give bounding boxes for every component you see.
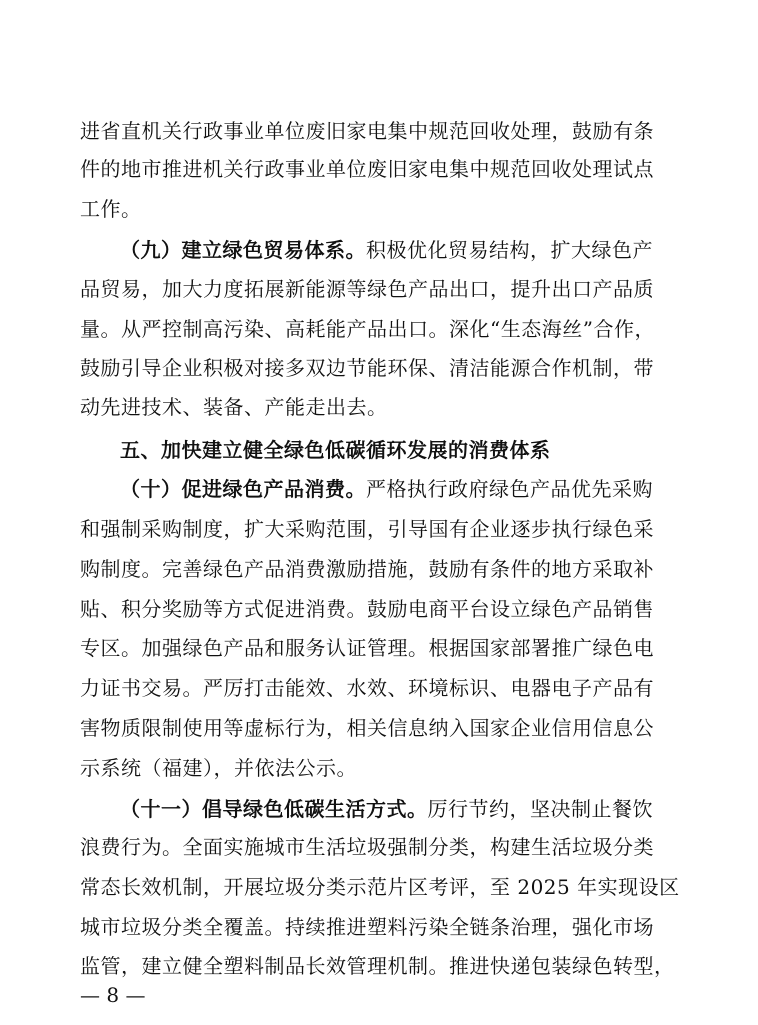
- paragraph-line: 害物质限制使用等虚标行为，相关信息纳入国家企业信用信息公: [80, 716, 654, 740]
- paragraph-line: 购制度。完善绿色产品消费激励措施，鼓励有条件的地方采取补: [80, 557, 654, 581]
- paragraph-line: 浪费行为。全面实施城市生活垃圾强制分类，构建生活垃圾分类: [80, 835, 654, 859]
- paragraph-line: 专区。加强绿色产品和服务认证管理。根据国家部署推广绿色电: [80, 636, 654, 660]
- section-eleven-heading: （十一）倡导绿色低碳生活方式。: [120, 797, 428, 821]
- section-ten-heading: （十）促进绿色产品消费。: [120, 477, 366, 501]
- paragraph-line: 鼓励引导企业积极对接多双边节能环保、清洁能源合作机制，带: [80, 356, 654, 380]
- paragraph-line: 工作。: [80, 197, 142, 221]
- section-ten-line: [120, 476, 680, 502]
- paragraph-line: 进省直机关行政事业单位废旧家电集中规范回收处理，鼓励有条: [80, 119, 654, 143]
- section-eleven-text: 厉行节约，坚决制止餐饮: [427, 797, 653, 821]
- paragraph-line: 品贸易，加大力度拓展新能源等绿色产品出口，提升出口产品质: [80, 277, 654, 301]
- paragraph-line: 量。从严控制高污染、高耗能产品出口。深化“生态海丝”合作，: [80, 317, 655, 341]
- paragraph-line: 力证书交易。严厉打击能效、水效、环境标识、电器电子产品有: [80, 676, 654, 700]
- section-nine-text: 积极优化贸易结构，扩大绿色产: [366, 238, 653, 262]
- paragraph-line: 和强制采购制度，扩大采购范围，引导国有企业逐步执行绿色采: [80, 517, 654, 541]
- section-ten-text: 严格执行政府绿色产品优先采购: [366, 477, 653, 501]
- paragraph-line: 示系统（福建），并依法公示。: [80, 756, 357, 780]
- paragraph-line: 城市垃圾分类全覆盖。持续推进塑料污染全链条治理，强化市场: [80, 915, 654, 939]
- paragraph-line: 动先进技术、装备、产能走出去。: [80, 395, 388, 419]
- paragraph-line: 监管，建立健全塑料制品长效管理机制。推进快递包装绿色转型，: [80, 954, 675, 978]
- section-nine-heading: （九）建立绿色贸易体系。: [120, 238, 366, 262]
- chapter-five-heading: 五、加快建立健全绿色低碳循环发展的消费体系: [120, 438, 551, 462]
- section-eleven-line: [120, 796, 680, 822]
- paragraph-line: 贴、积分奖励等方式促进消费。鼓励电商平台设立绿色产品销售: [80, 597, 654, 621]
- paragraph-line: 常态长效机制，开展垃圾分类示范片区考评，至 2025 年实现设区: [80, 875, 680, 899]
- page-number: — 8 —: [80, 983, 146, 1007]
- paragraph-line: 件的地市推进机关行政事业单位废旧家电集中规范回收处理试点: [80, 157, 654, 181]
- section-nine-line: [120, 237, 680, 263]
